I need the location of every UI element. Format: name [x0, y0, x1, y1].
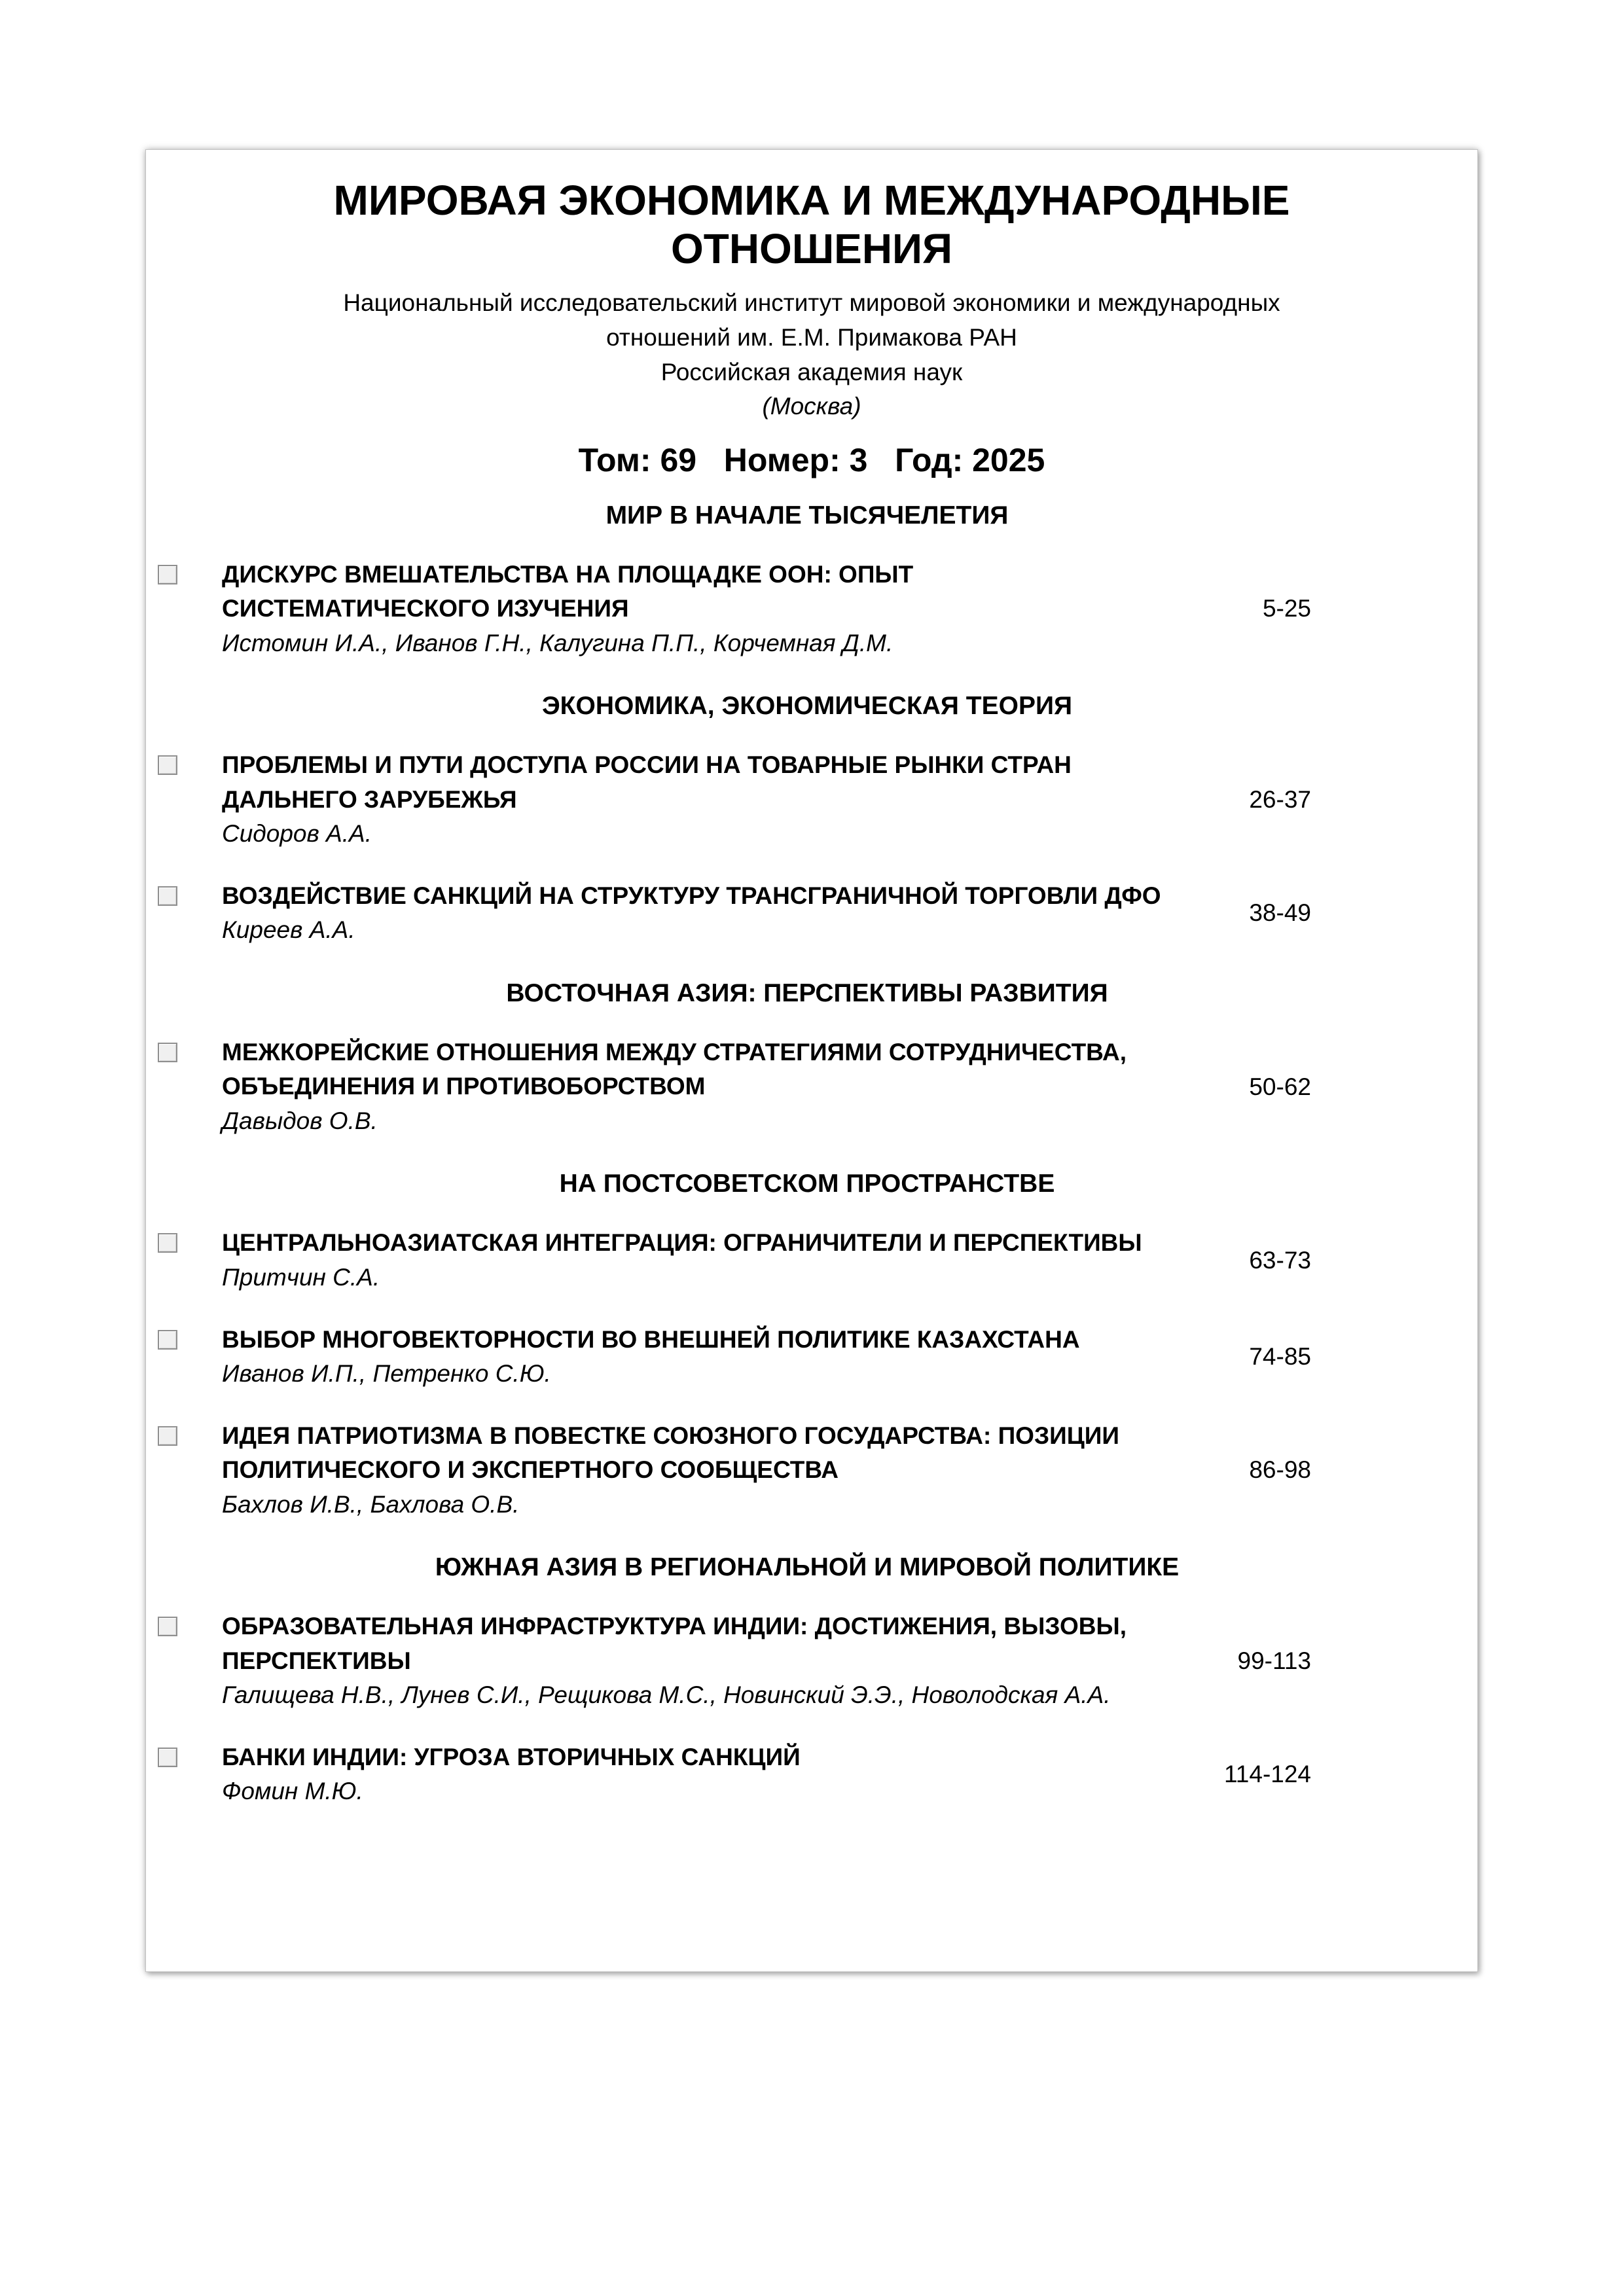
article-pages: 63-73 — [1249, 1246, 1311, 1274]
article-authors: Сидоров А.А. — [222, 820, 372, 848]
article-select-checkbox[interactable] — [158, 1426, 177, 1446]
checkbox-column — [146, 1226, 222, 1295]
article-title: ВЫБОР МНОГОВЕКТОРНОСТИ ВО ВНЕШНЕЙ ПОЛИТИКЕ КАЗАХСТАНА — [222, 1325, 1080, 1353]
article-text — [222, 748, 1184, 852]
checkbox-column — [146, 1740, 222, 1809]
article-title: ВОЗДЕЙСТВИЕ САНКЦИЙ НА СТРУКТУРУ ТРАНСГРАНИЧНОЙ ТОРГОВЛИ ДФО — [222, 882, 1161, 909]
article-select-checkbox[interactable] — [158, 1617, 177, 1636]
checkbox-column — [146, 1419, 222, 1522]
article-authors: Бахлов И.В., Бахлова О.В. — [222, 1490, 520, 1518]
article-pages: 114-124 — [1223, 1761, 1311, 1788]
section-heading: НА ПОСТСОВЕТСКОМ ПРОСТРАНСТВЕ — [559, 1170, 1055, 1198]
article-authors: Иванов И.П., Петренко С.Ю. — [222, 1360, 551, 1388]
article-title: БАНКИ ИНДИИ: УГРОЗА ВТОРИЧНЫХ САНКЦИЙ — [222, 1743, 801, 1770]
journal-title: МИРОВАЯ ЭКОНОМИКА И МЕЖДУНАРОДНЫЕ ОТНОШЕНИЯ — [333, 177, 1290, 273]
article-text — [222, 1226, 1184, 1295]
article-authors: Истомин И.А., Иванов Г.Н., Калугина П.П., Корчемная Д.М. — [222, 629, 893, 656]
issue-line: Том: 69 Номер: 3 Год: 2025 — [578, 441, 1045, 478]
academy-line: Российская академия наук — [660, 358, 963, 386]
article-text — [222, 1419, 1184, 1522]
institute-line-2: отношений им. Е.М. Примакова РАН — [606, 324, 1017, 351]
checkbox-column — [146, 1609, 222, 1713]
checkbox-column — [146, 748, 222, 852]
article-select-checkbox[interactable] — [158, 565, 177, 584]
checkbox-column — [146, 879, 222, 948]
section-heading: ЭКОНОМИКА, ЭКОНОМИЧЕСКАЯ ТЕОРИЯ — [541, 692, 1073, 721]
article-title: ПРОБЛЕМЫ И ПУТИ ДОСТУПА РОССИИ НА ТОВАРНЫЕ РЫНКИ СТРАН ДАЛЬНЕГО ЗАРУБЕЖЬЯ — [222, 751, 1072, 813]
article-title: МЕЖКОРЕЙСКИЕ ОТНОШЕНИЯ МЕЖДУ СТРАТЕГИЯМИ СОТРУДНИЧЕСТВА, ОБЪЕДИНЕНИЯ И ПРОТИВОБОРСТВОМ — [222, 1038, 1127, 1100]
article-title: ОБРАЗОВАТЕЛЬНАЯ ИНФРАСТРУКТУРА ИНДИИ: ДОСТИЖЕНИЯ, ВЫЗОВЫ, ПЕРСПЕКТИВЫ — [222, 1613, 1127, 1674]
city-line: (Москва) — [762, 393, 861, 420]
article-row — [146, 1740, 1477, 1809]
article-text — [222, 879, 1184, 948]
section-heading: ВОСТОЧНАЯ АЗИЯ: ПЕРСПЕКТИВЫ РАЗВИТИЯ — [506, 978, 1108, 1007]
article-authors: Давыдов О.В. — [222, 1107, 378, 1134]
journal-toc-page — [145, 149, 1478, 1972]
article-row — [146, 1323, 1477, 1391]
article-select-checkbox[interactable] — [158, 1233, 177, 1253]
table-of-contents — [146, 501, 1477, 1809]
article-row — [146, 1226, 1477, 1295]
article-text — [222, 1035, 1184, 1139]
article-row — [146, 558, 1477, 661]
article-title: ИДЕЯ ПАТРИОТИЗМА В ПОВЕСТКЕ СОЮЗНОГО ГОСУДАРСТВА: ПОЗИЦИИ ПОЛИТИЧЕСКОГО И ЭКСПЕРТНОГО СООБЩЕСТВА — [222, 1422, 1119, 1484]
journal-header — [146, 176, 1477, 479]
institute-line-1: Национальный исследовательский институт мировой экономики и международных — [343, 289, 1280, 317]
article-pages: 38-49 — [1249, 899, 1311, 927]
article-row — [146, 748, 1477, 852]
article-row — [146, 1419, 1477, 1522]
section-heading: МИР В НАЧАЛЕ ТЫСЯЧЕЛЕТИЯ — [605, 501, 1009, 529]
article-pages: 5-25 — [1262, 595, 1311, 622]
article-text — [222, 1609, 1184, 1713]
article-row — [146, 879, 1477, 948]
article-select-checkbox[interactable] — [158, 1043, 177, 1062]
checkbox-column — [146, 1035, 222, 1139]
article-authors: Фомин М.Ю. — [222, 1778, 363, 1805]
article-select-checkbox[interactable] — [158, 755, 177, 775]
article-row — [146, 1609, 1477, 1713]
article-pages: 99-113 — [1237, 1647, 1311, 1674]
article-authors: Галищева Н.В., Лунев С.И., Рещикова М.С., Новинский Э.Э., Новолодская А.А. — [222, 1681, 1111, 1709]
article-pages: 50-62 — [1249, 1073, 1311, 1100]
article-authors: Киреев А.А. — [222, 916, 355, 944]
article-pages: 74-85 — [1249, 1343, 1311, 1371]
checkbox-column — [146, 558, 222, 661]
article-select-checkbox[interactable] — [158, 1330, 177, 1350]
article-text — [222, 1740, 1184, 1809]
article-select-checkbox[interactable] — [158, 886, 177, 906]
article-pages: 26-37 — [1249, 785, 1311, 813]
article-authors: Притчин С.А. — [222, 1263, 380, 1291]
article-text — [222, 1323, 1184, 1391]
section-heading: ЮЖНАЯ АЗИЯ В РЕГИОНАЛЬНОЙ И МИРОВОЙ ПОЛИТИКЕ — [435, 1553, 1180, 1582]
article-row — [146, 1035, 1477, 1139]
article-pages: 86-98 — [1249, 1456, 1311, 1484]
article-title: ЦЕНТРАЛЬНОАЗИАТСКАЯ ИНТЕГРАЦИЯ: ОГРАНИЧИТЕЛИ И ПЕРСПЕКТИВЫ — [222, 1229, 1142, 1257]
article-text — [222, 558, 1184, 661]
checkbox-column — [146, 1323, 222, 1391]
article-title: ДИСКУРС ВМЕШАТЕЛЬСТВА НА ПЛОЩАДКЕ ООН: ОПЫТ СИСТЕМАТИЧЕСКОГО ИЗУЧЕНИЯ — [222, 560, 914, 622]
article-select-checkbox[interactable] — [158, 1748, 177, 1767]
